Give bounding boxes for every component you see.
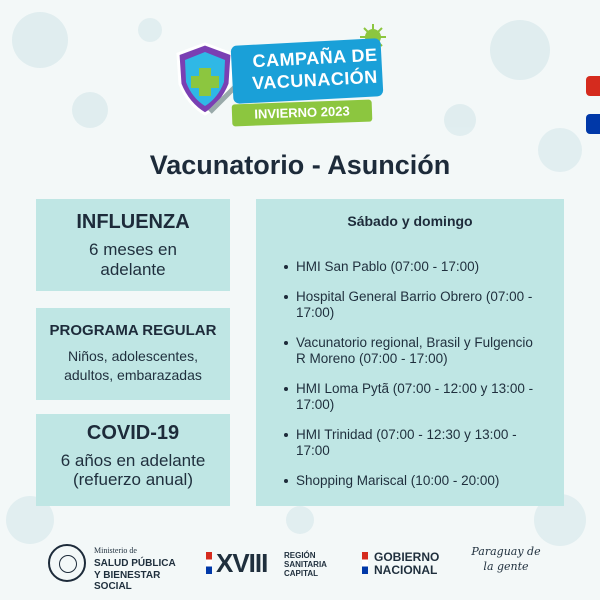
schedule-card (256, 199, 564, 506)
covid-title: COVID-19 (86, 422, 180, 444)
region-line1: REGIÓN (284, 551, 316, 560)
flag-red-tab (586, 76, 600, 96)
gob-line2: NACIONAL (374, 563, 438, 577)
campaign-title-line2: VACUNACIÓN (251, 66, 379, 94)
flag-bars-icon (362, 552, 368, 574)
programa-title: PROGRAMA REGULAR (49, 322, 217, 339)
campaign-year: INVIERNO 2023 (232, 100, 373, 127)
region-logo (206, 548, 336, 582)
campaign-badge (170, 22, 400, 132)
programa-body: Niños, adolescentes, adultos, embarazadas (64, 348, 202, 383)
influenza-body: 6 meses en adelante (89, 240, 177, 279)
shield-syringe-icon (170, 40, 240, 120)
list-item: HMI San Pablo (07:00 - 17:00) (276, 259, 544, 275)
region-number: XVIII (216, 548, 268, 578)
gobierno-logo (362, 550, 462, 580)
ministry-small: Ministerio de (94, 546, 137, 555)
list-item: HMI Trinidad (07:00 - 12:30 y 13:00 - 17:00 (276, 427, 544, 459)
ministry-line2: Y BIENESTAR SOCIAL (94, 570, 161, 592)
campaign-title-line1: CAMPAÑA DE (252, 44, 378, 72)
flag-blue-tab (586, 114, 600, 134)
seal-icon (48, 544, 86, 582)
flag-bars-icon (206, 552, 212, 574)
region-line2: SANITARIA (284, 560, 327, 569)
list-item: HMI Loma Pytã (07:00 - 12:00 y 13:00 - 17:00) (276, 381, 544, 413)
location-list (256, 259, 564, 489)
programa-regular-card (36, 308, 230, 400)
list-item: Vacunatorio regional, Brasil y Fulgencio R Moreno (07:00 - 17:00) (276, 335, 544, 367)
gob-line1: GOBIERNO (374, 550, 440, 564)
list-item: Hospital General Barrio Obrero (07:00 - 17:00) (276, 289, 544, 321)
schedule-title: Sábado y domingo (347, 213, 473, 229)
covid-card (36, 414, 230, 506)
slogan-logo: Paraguay de la gente (471, 545, 541, 573)
footer-logos (0, 540, 600, 590)
region-line3: CAPITAL (284, 569, 319, 578)
ministry-line1: SALUD PÚBLICA (94, 558, 176, 569)
covid-body: 6 años en adelante (refuerzo anual) (60, 451, 206, 489)
page-title: Vacunatorio - Asunción (149, 150, 451, 180)
ministry-logo (48, 544, 198, 592)
influenza-card (36, 199, 230, 291)
list-item: Shopping Mariscal (10:00 - 20:00) (276, 473, 544, 489)
influenza-title: INFLUENZA (76, 211, 190, 233)
